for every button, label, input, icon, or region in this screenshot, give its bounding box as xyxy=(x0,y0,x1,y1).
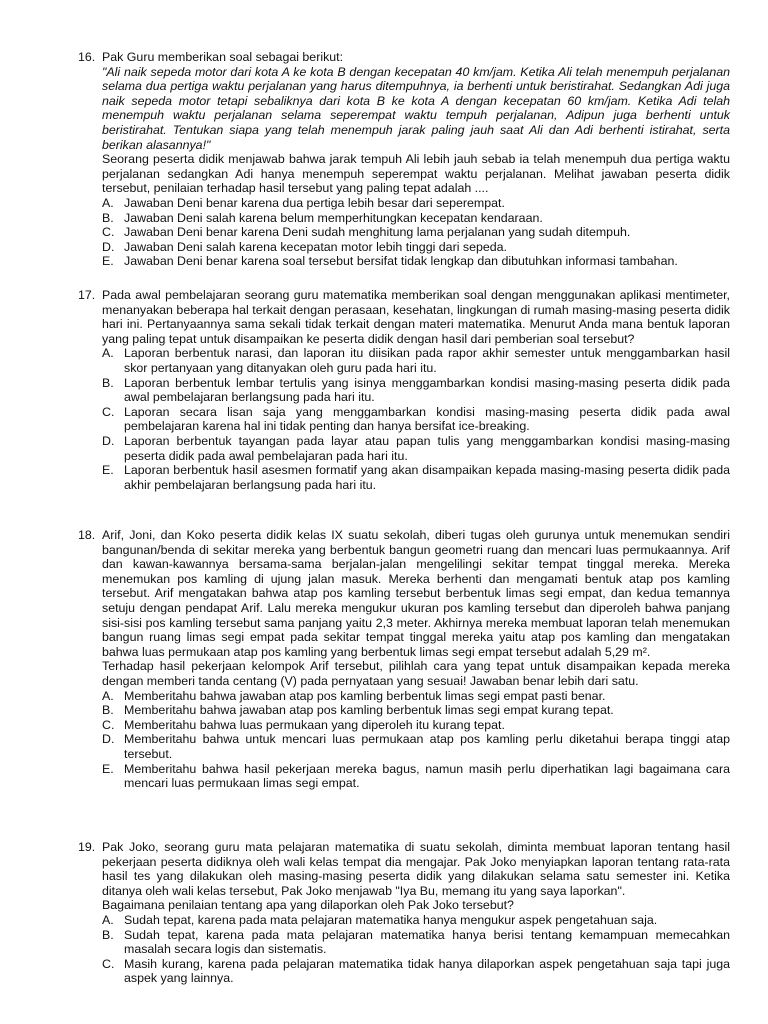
option-text: Jawaban Deni benar karena Deni sudah menghitung lama perjalanan yang sudah ditempuh. xyxy=(124,225,631,240)
question-text: Pada awal pembelajaran seorang guru matematika memberikan soal dengan menggunakan aplikasi mentimeter, menanyakan beberapa hal terkait dengan perasaan, kesehatan, lingkungan di rumah masing-masing peserta didik hari ini. Pertanyaannya sama sekali tidak terkait dengan materi matematika. Menurut Anda mana bentuk laporan yang paling tepat untuk disampaikan ke peserta didik dengan hasil dari pemberian soal tersebut? xyxy=(102,288,730,346)
option-letter: C. xyxy=(102,717,115,732)
option-text: Laporan berbentuk tayangan pada layar atau papan tulis yang menggambarkan kondisi masing-masing peserta didik pada awal pembelajaran pada hari itu. xyxy=(124,433,730,463)
option-text: Memberitahu bahwa hasil pekerjaan mereka bagus, namun masih perlu diperhatikan lagi bagaimana cara mencari luas permukaan limas segi empat. xyxy=(124,761,730,791)
question-18 xyxy=(78,528,730,791)
question-text: Seorang peserta didik menjawab bahwa jarak tempuh Ali lebih jauh sebab ia telah menempuh dua pertiga waktu perjalanan sedangkan Adi hanya menempuh seperempat waktu perjalanan. Melihat jawaban peserta didik tersebut, penilaian terhadap hasil tersebut yang paling tepat adalah .... xyxy=(102,152,730,196)
option-letter: B. xyxy=(102,375,114,390)
question-number: 17. xyxy=(78,288,96,302)
option-c[interactable] xyxy=(102,405,730,434)
question-text: Pak Joko, seorang guru mata pelajaran matematika di suatu sekolah, diminta membuat laporan tentang hasil pekerjaan peserta didiknya oleh wali kelas tempat dia mengajar. Pak Joko menyiapkan laporan tentang rata-rata hasil tes yang dilakukan oleh masing-masing peserta didik yang dilakukan selama satu semester ini. Ketika ditanya oleh wali kelas tersebut, Pak Joko menjawab "Iya Bu, memang itu yang saya laporkan". xyxy=(102,840,730,898)
option-text: Laporan secara lisan saja yang menggambarkan kondisi masing-masing peserta didik pada awal pembelajaran karena hal ini tidak penting dan hanya bersifat ice-breaking. xyxy=(124,404,730,434)
question-quote: "Ali naik sepeda motor dari kota A ke kota B dengan kecepatan 40 km/jam. Ketika Ali telah menempuh perjalanan selama dua pertiga waktu perjalanan yang harus ditempuhnya, ia berhenti untuk beristirahat. Sedangkan Adi juga naik sepeda motor tetapi sebaliknya dari kota B ke kota A dengan kecepatan 60 km/jam. Ketika Adi telah menempuh waktu perjalanan selama seperempat waktu tempuh perjalanan, Adipun juga berhenti untuk beristirahat. Tentukan siapa yang telah menempuh jarak paling jauh saat Ali dan Adi berhenti istirahat, serta berikan alasannya!" xyxy=(102,64,730,152)
option-letter: E. xyxy=(102,463,114,478)
option-text: Memberitahu bahwa jawaban atap pos kamling berbentuk limas segi empat pasti benar. xyxy=(124,688,606,703)
question-number: 16. xyxy=(78,50,96,64)
option-text: Memberitahu bahwa untuk mencari luas permukaan atap pos kamling perlu diketahui berapa tinggi atap tersebut. xyxy=(124,732,730,761)
option-e[interactable] xyxy=(102,463,730,492)
option-a[interactable] xyxy=(102,913,730,928)
option-d[interactable] xyxy=(102,240,730,255)
option-letter: A. xyxy=(102,688,114,703)
option-b[interactable] xyxy=(102,928,730,957)
option-letter: C. xyxy=(102,404,115,419)
option-list xyxy=(102,913,730,986)
option-letter: A. xyxy=(102,346,114,361)
question-body xyxy=(102,528,730,791)
option-letter: A. xyxy=(102,912,114,927)
question-19 xyxy=(78,840,730,986)
question-instruction: Bagaimana penilaian tentang apa yang dilaporkan oleh Pak Joko tersebut? xyxy=(102,898,514,913)
option-b[interactable] xyxy=(102,211,730,226)
option-letter: E. xyxy=(102,761,114,776)
option-text: Sudah tepat, karena pada mata pelajaran matematika hanya berisi tentang kemampuan memecahkan masalah secara logis dan sistematis. xyxy=(124,927,730,957)
option-d[interactable] xyxy=(102,434,730,463)
option-letter: D. xyxy=(102,239,115,254)
option-letter: B. xyxy=(102,927,114,942)
option-list xyxy=(102,689,730,791)
option-e[interactable] xyxy=(102,762,730,791)
question-body xyxy=(102,840,730,986)
option-c[interactable] xyxy=(102,718,730,733)
question-16 xyxy=(78,50,730,269)
option-text: Sudah tepat, karena pada mata pelajaran matematika hanya mengukur aspek pengetahuan saja. xyxy=(124,912,658,927)
option-text: Memberitahu bahwa jawaban atap pos kamling berbentuk limas segi empat kurang tepat. xyxy=(124,703,614,718)
question-number: 18. xyxy=(78,528,96,542)
option-list xyxy=(102,346,730,492)
option-text: Laporan berbentuk lembar tertulis yang isinya menggambarkan kondisi masing-masing peserta didik pada awal pembelajaran berlangsung pada hari itu. xyxy=(124,375,730,405)
option-e[interactable] xyxy=(102,254,730,269)
option-text: Laporan berbentuk narasi, dan laporan itu diisikan pada rapor akhir semester untuk menggambarkan hasil skor pertanyaan yang ditanyakan oleh guru pada hari itu. xyxy=(124,346,730,375)
question-body xyxy=(102,288,730,492)
option-letter: C. xyxy=(102,956,115,971)
option-b[interactable] xyxy=(102,703,730,718)
question-body xyxy=(102,50,730,269)
option-d[interactable] xyxy=(102,732,730,761)
option-c[interactable] xyxy=(102,225,730,240)
option-letter: D. xyxy=(102,433,115,448)
question-number: 19. xyxy=(78,840,96,854)
question-instruction: Terhadap hasil pekerjaan kelompok Arif tersebut, pilihlah cara yang tepat untuk disampaikan kepada mereka dengan memberi tanda centang (V) pada pernyataan yang sesuai! Jawaban benar lebih dari satu. xyxy=(102,659,730,688)
question-17 xyxy=(78,288,730,492)
option-letter: E. xyxy=(102,254,114,269)
option-letter: C. xyxy=(102,225,115,240)
option-text: Jawaban Deni salah karena belum memperhitungkan kecepatan kendaraan. xyxy=(124,210,543,225)
option-b[interactable] xyxy=(102,376,730,405)
option-text: Jawaban Deni benar karena dua pertiga lebih besar dari seperempat. xyxy=(124,195,505,210)
option-a[interactable] xyxy=(102,346,730,375)
question-text: Arif, Joni, dan Koko peserta didik kelas IX suatu sekolah, diberi tugas oleh gurunya untuk menemukan sendiri bangunan/benda di sekitar mereka yang berbentuk bangun geometri ruang dan mencari luas permukaannya. Arif dan kawan-kawannya bersama-sama berjalan-jalan mengelilingi sekitar tempat tinggal mereka. Mereka menemukan pos kamling di ujung jalan masuk. Mereka berhenti dan mengamati bentuk atap pos kamling tersebut. Arif mengatakan bahwa atap pos kamling tersebut berbentuk limas segi empat, dan kedua temannya setuju dengan pendapat Arif. Lalu mereka mengukur ukuran pos kamling tersebut dan diperoleh bahwa panjang sisi-sisi pos kamling tersebut sama panjang yaitu 2,3 meter. Akhirnya mereka membuat laporan telah menemukan bangun ruang limas segi empat pada sekitar tempat tinggal mereka yaitu atap pos kamling dan mengatakan bahwa luas permukaan atap pos kamling yang berbentuk limas segi empat tersebut adalah 5,29 m². xyxy=(102,528,730,659)
option-text: Jawaban Deni benar karena soal tersebut bersifat tidak lengkap dan dibutuhkan informasi tambahan. xyxy=(124,254,678,269)
option-text: Memberitahu bahwa luas permukaan yang diperoleh itu kurang tepat. xyxy=(124,717,505,732)
option-letter: B. xyxy=(102,703,114,718)
option-text: Laporan berbentuk hasil asesmen formatif yang akan disampaikan kepada masing-masing peserta didik pada akhir pembelajaran berlangsung pada hari itu. xyxy=(124,463,730,492)
option-list xyxy=(102,196,730,269)
option-text: Jawaban Deni salah karena kecepatan motor lebih tinggi dari sepeda. xyxy=(124,239,507,254)
option-letter: B. xyxy=(102,210,114,225)
option-c[interactable] xyxy=(102,957,730,986)
option-letter: D. xyxy=(102,732,115,747)
option-letter: A. xyxy=(102,195,114,210)
option-a[interactable] xyxy=(102,689,730,704)
question-lead: Pak Guru memberikan soal sebagai berikut: xyxy=(102,50,344,64)
option-text: Masih kurang, karena pada pelajaran matematika tidak hanya dilaporkan aspek pengetahuan saja tapi juga aspek yang lainnya. xyxy=(124,956,730,986)
option-a[interactable] xyxy=(102,196,730,211)
